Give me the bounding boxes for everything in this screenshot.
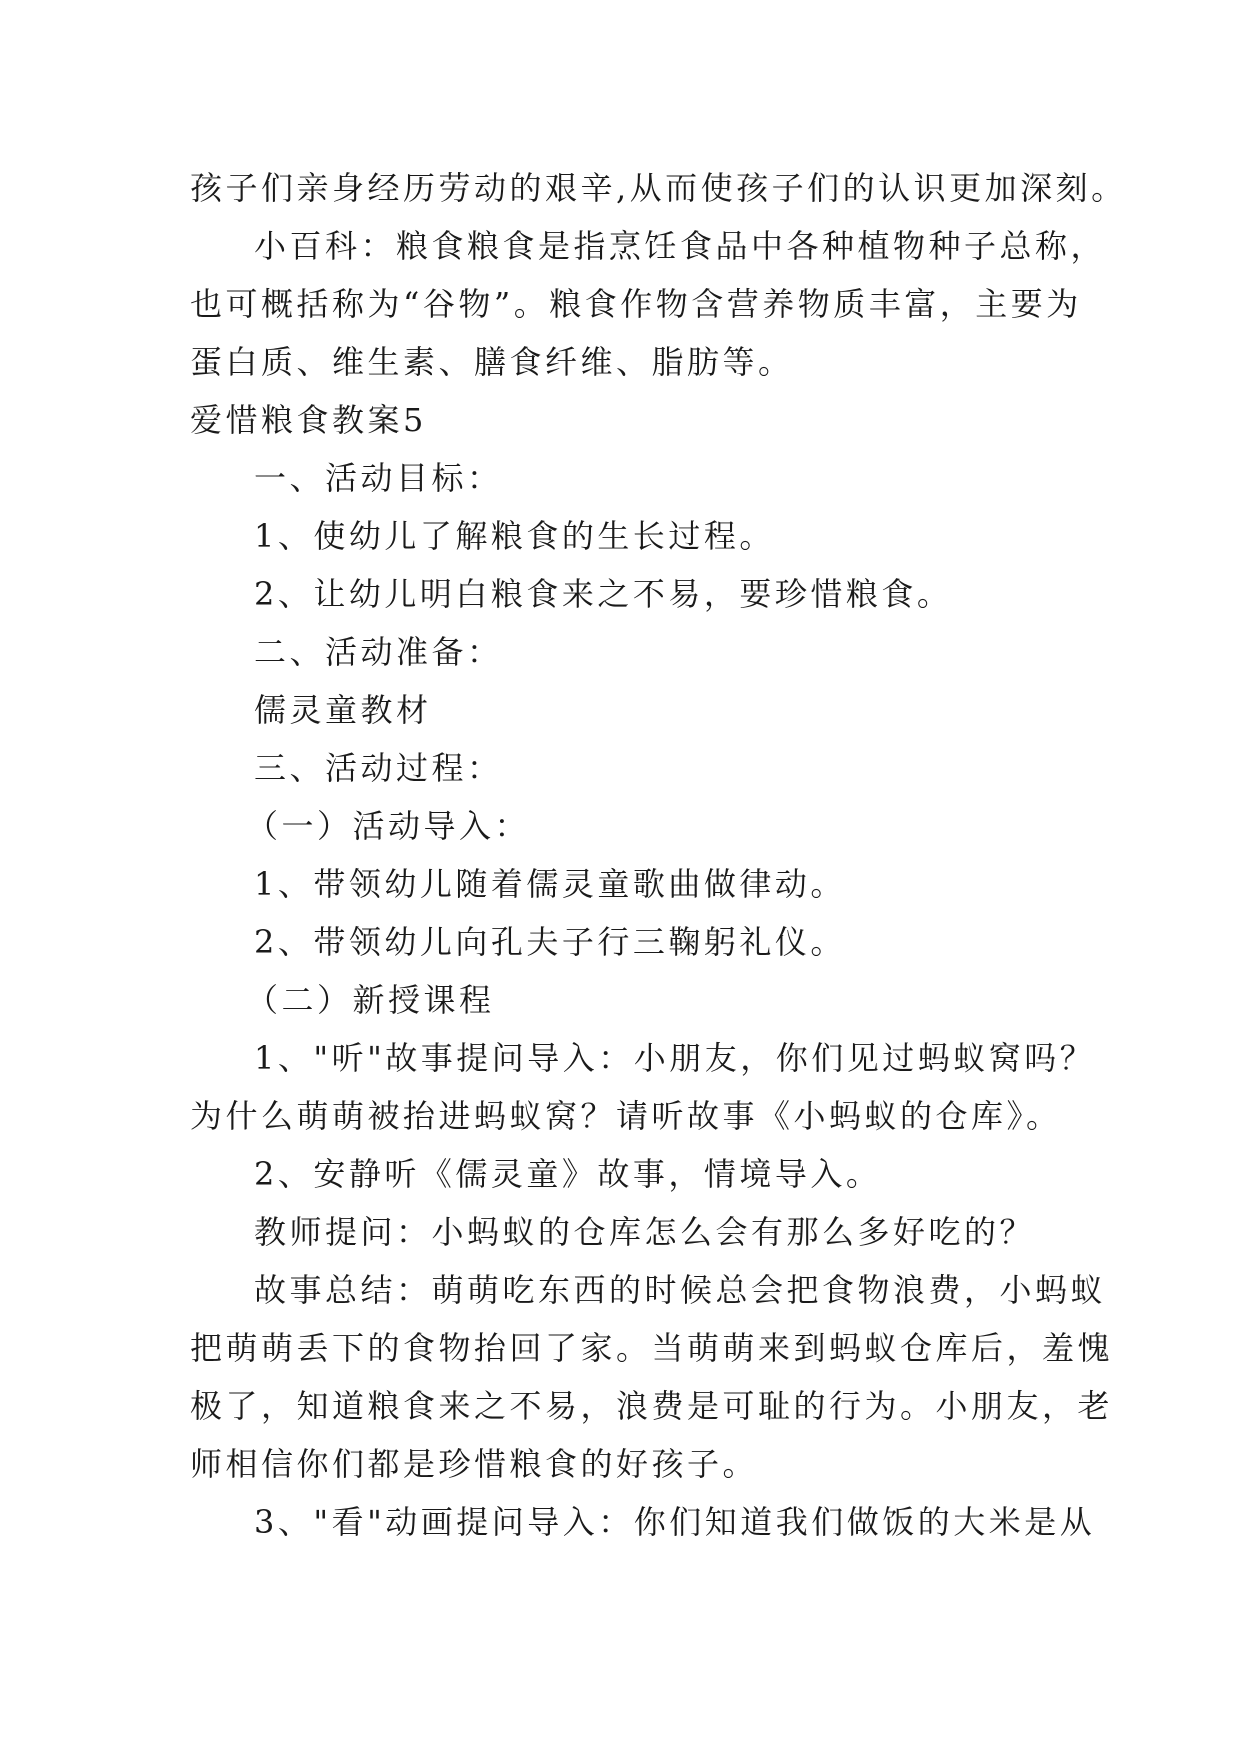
paragraph-line: 2、安静听《儒灵童》故事，情境导入。	[254, 1155, 882, 1193]
paragraph-line: 教师提问：小蚂蚁的仓库怎么会有那么多好吃的？	[254, 1213, 1036, 1251]
paragraph-line: 2、带领幼儿向孔夫子行三鞠躬礼仪。	[254, 923, 846, 961]
paragraph-line: （二）新授课程	[246, 981, 495, 1019]
paragraph-line: 1、"听"故事提问导入：小朋友，你们见过蚂蚁窝吗？	[254, 1039, 1096, 1077]
section-heading: 爱惜粮食教案5	[190, 401, 427, 439]
paragraph-line: 极了，知道粮食来之不易，浪费是可耻的行为。小朋友，老	[190, 1387, 1114, 1425]
paragraph-line: 儒灵童教材	[254, 691, 432, 729]
paragraph-line: 把萌萌丢下的食物抬回了家。当萌萌来到蚂蚁仓库后，羞愧	[190, 1329, 1114, 1367]
paragraph-line: 小百科：粮食粮食是指烹饪食品中各种植物种子总称，	[254, 227, 1107, 265]
paragraph-line: 师相信你们都是珍惜粮食的好孩子。	[190, 1445, 759, 1483]
paragraph-line: 2、让幼儿明白粮食来之不易，要珍惜粮食。	[254, 575, 953, 613]
paragraph-line: 1、使幼儿了解粮食的生长过程。	[254, 517, 775, 555]
paragraph-line: 1、带领幼儿随着儒灵童歌曲做律动。	[254, 865, 846, 903]
paragraph-line: 3、"看"动画提问导入：你们知道我们做饭的大米是从	[254, 1503, 1096, 1541]
paragraph-line: 蛋白质、维生素、膳食纤维、脂肪等。	[190, 343, 794, 381]
paragraph-line: 三、活动过程：	[254, 749, 503, 787]
paragraph-line: 二、活动准备：	[254, 633, 503, 671]
paragraph-line: 故事总结：萌萌吃东西的时候总会把食物浪费，小蚂蚁	[254, 1271, 1107, 1309]
paragraph-line: 一、活动目标：	[254, 459, 503, 497]
paragraph-line: 为什么萌萌被抬进蚂蚁窝？请听故事《小蚂蚁的仓库》。	[190, 1097, 1062, 1135]
paragraph-line: （一）活动导入：	[246, 807, 531, 845]
paragraph-line: 也可概括称为“谷物”。粮食作物含营养物质丰富，主要为	[190, 285, 1082, 323]
paragraph-line: 孩子们亲身经历劳动的艰辛,从而使孩子们的认识更加深刻。	[190, 169, 1127, 207]
